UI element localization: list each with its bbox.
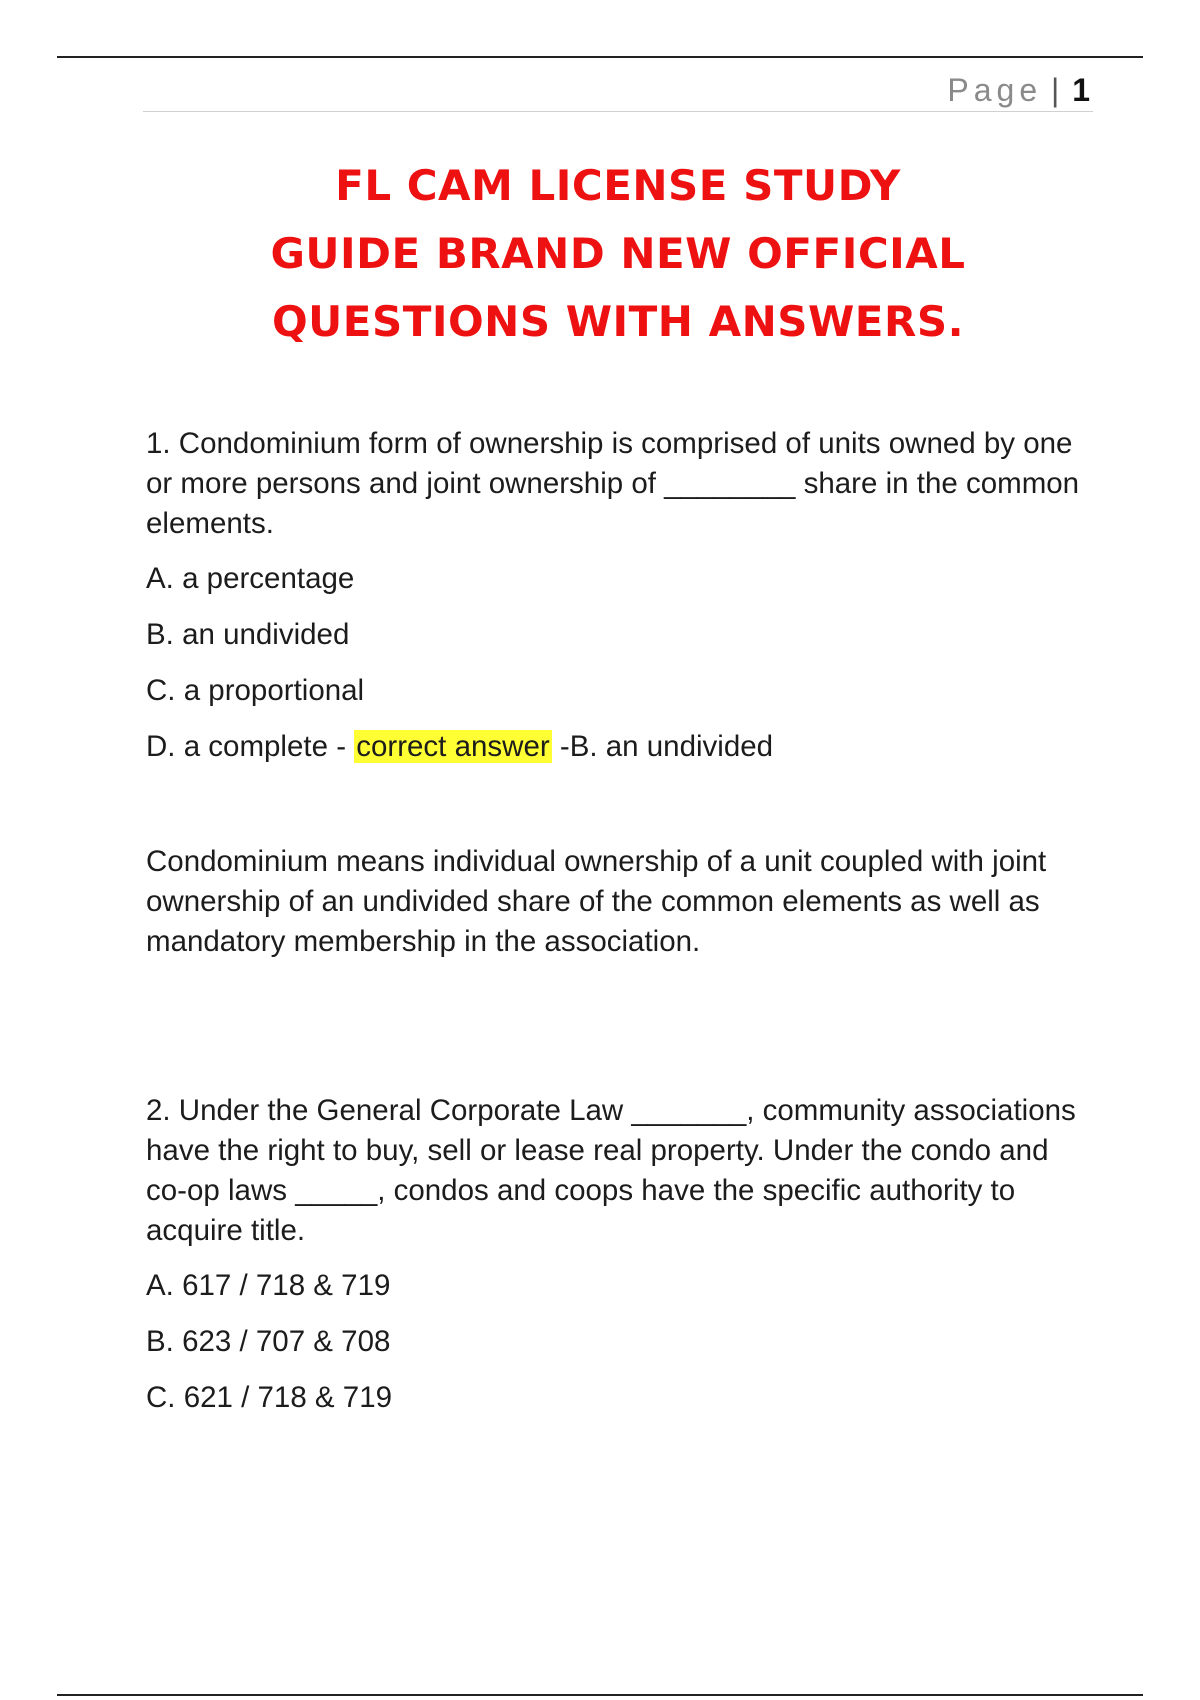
question-2-option-a: A. 617 / 718 & 719	[146, 1269, 391, 1302]
option-d-suffix: -B. an undivided	[551, 730, 774, 763]
top-rule	[57, 56, 1143, 58]
question-1-option-d	[146, 727, 1096, 767]
question-2-option-c: C. 621 / 718 & 719	[146, 1381, 393, 1414]
header-divider	[143, 111, 1093, 112]
question-1-option-c: C. a proportional	[146, 674, 365, 707]
question-1	[146, 424, 1096, 767]
document-title	[143, 152, 1093, 356]
question-2-option-b: B. 623 / 707 & 708	[146, 1325, 391, 1358]
page-separator: |	[1051, 72, 1060, 108]
explanation-1-text: Condominium means individual ownership of a unit coupled with joint ownership of an undivided share of the common elements as well as mandatory membership in the association.	[146, 845, 1047, 958]
bottom-rule	[57, 1694, 1143, 1696]
correct-answer-highlight: correct answer	[356, 730, 550, 763]
option-d-prefix: D. a complete -	[146, 730, 355, 763]
question-1-option-a: A. a percentage	[146, 562, 355, 595]
question-2	[146, 1091, 1096, 1418]
page-label: Page	[947, 72, 1043, 108]
question-1-text: 1. Condominium form of ownership is comprised of units owned by one or more persons and joint ownership of ________ share in the common elements.	[146, 427, 1080, 540]
page-number-header	[947, 72, 1090, 108]
page-number: 1	[1072, 72, 1090, 108]
question-2-text: 2. Under the General Corporate Law _______, community associations have the right to buy, sell or lease real property. Under the condo and co-op laws _____, condos and coops have the specific authority to acquire title.	[146, 1094, 1076, 1247]
explanation-1	[146, 842, 1096, 962]
title-line-2: GUIDE BRAND NEW OFFICIAL	[270, 229, 966, 278]
title-line-3: QUESTIONS WITH ANSWERS.	[271, 297, 965, 346]
title-line-1: FL CAM LICENSE STUDY	[335, 161, 901, 210]
question-1-option-b: B. an undivided	[146, 618, 350, 651]
